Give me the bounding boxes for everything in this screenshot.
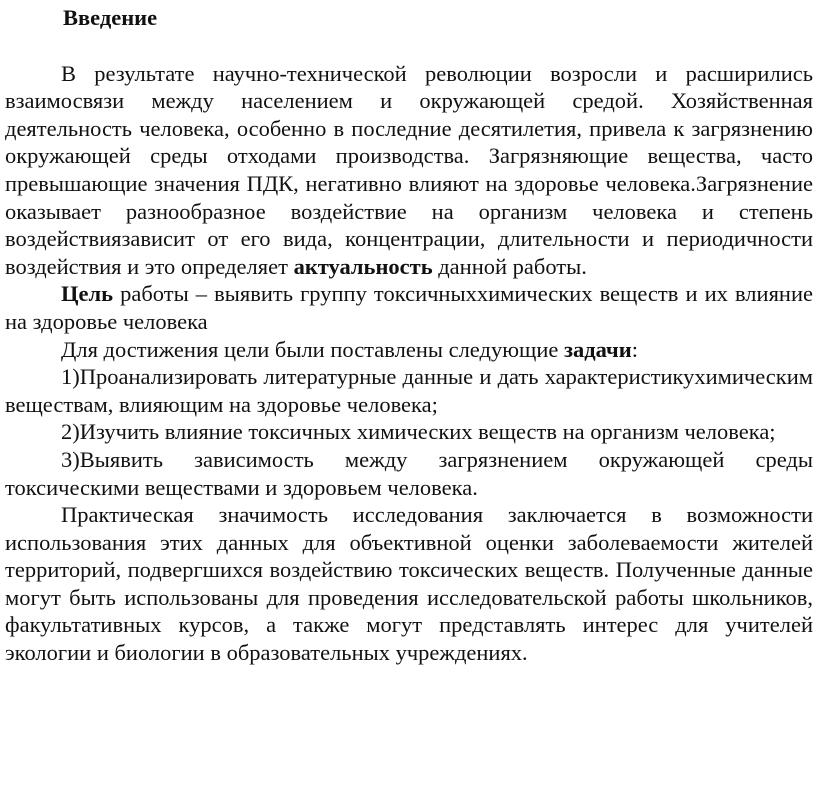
tasks-keyword: задачи — [564, 336, 632, 362]
goal-text: работы – выявить группу токсичныххимических веществ и их влияние на здоровье человека — [5, 281, 813, 334]
blank-line — [5, 32, 813, 60]
task-item-3: 3)Выявить зависимость между загрязнением окружающей среды токсическими веществами и здоровьем человека. — [5, 446, 813, 500]
relevance-text-end: данной работы. — [432, 253, 587, 279]
paragraph-practical-significance: Практическая значимость исследования заключается в возможности использования этих данных для объективной оценки заболеваемости жителей территорий, подвергшихся воздействию токсических веществ. Полученные данные могут быть использованы для проведения исследовательской работы школьников, факультативных курсов, а также могут представлять интерес для учителей экологии и биологии в образовательных учреждениях. — [5, 502, 813, 666]
paragraph-tasks-intro — [5, 336, 813, 364]
task-item-1: 1)Проанализировать литературные данные и дать характеристикухимическим веществам, влияющим на здоровье человека; — [5, 364, 813, 417]
relevance-text: В результате научно-технической революции возросли и расширились взаимосвязи между населением и окружающей средой. Хозяйственная деятельность человека, особенно в последние десятилетия, привела к загрязнению окружающей среды отходами производства. Загрязняющие вещества, часто превышающие значения ПДК, негативно влияют на здоровье человека.Загрязнение оказывает разнообразное воздействие на организм человека и степень воздействиязависит от его вида, концентрации, длительности и периодичности воздействия и это определяет — [5, 60, 813, 279]
relevance-keyword: актуальность — [293, 253, 433, 279]
tasks-intro-end: : — [631, 336, 638, 362]
task-item-2: 2)Изучить влияние токсичных химических веществ на организм человека; — [61, 419, 776, 445]
paragraph-relevance — [5, 60, 813, 281]
goal-keyword: Цель — [61, 281, 114, 307]
paragraph-goal — [5, 280, 813, 335]
tasks-intro-text: Для достижения цели были поставлены следующие — [61, 336, 564, 362]
section-heading: Введение — [63, 5, 158, 30]
document-page — [5, 0, 813, 667]
